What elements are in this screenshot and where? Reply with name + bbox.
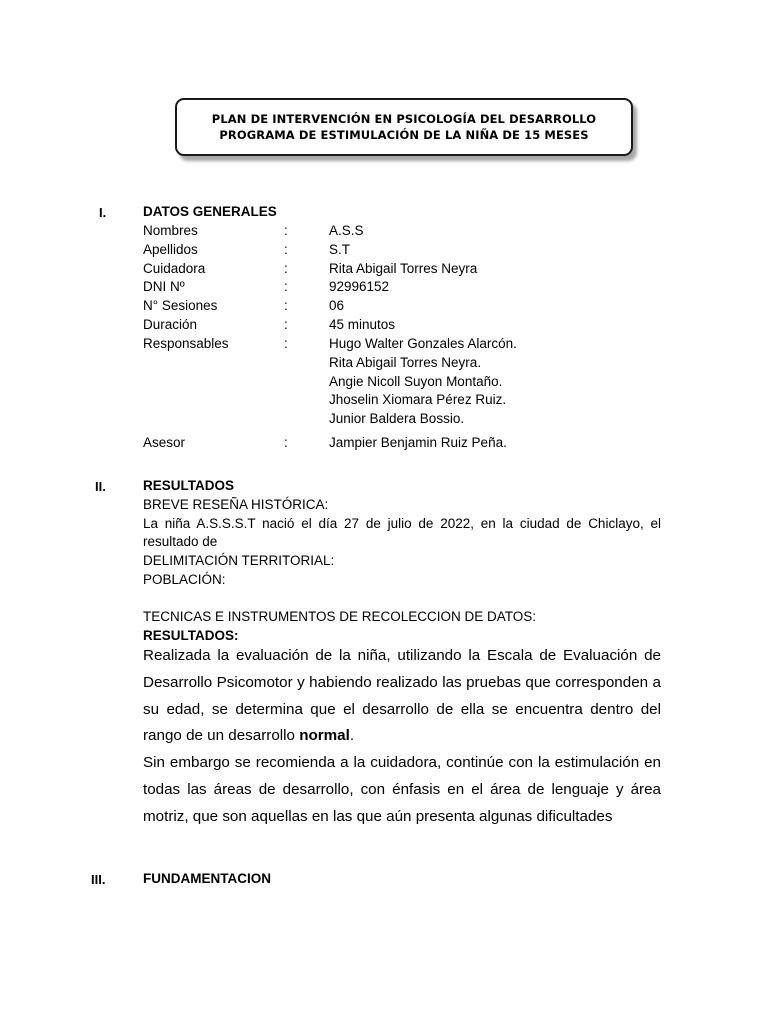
title-line-2: PROGRAMA DE ESTIMULACIÓN DE LA NIÑA DE 15 MESES [219,128,589,142]
results-paragraph-1-end: . [349,727,355,745]
colon: : [284,435,288,450]
value-apellidos: S.T [329,242,351,257]
delimitacion-heading: DELIMITACIÓN TERRITORIAL: [143,553,335,568]
tecnicas-heading: TECNICAS E INSTRUMENTOS DE RECOLECCION DE DATOS: [143,609,537,624]
colon: : [284,336,288,351]
label-responsables: Responsables [143,336,229,351]
value-responsable-5: Junior Baldera Bossio. [329,411,465,426]
value-sesiones: 06 [329,298,345,313]
colon: : [284,261,288,276]
results-paragraph-1-text: Realizada la evaluación de la niña, utilizando la Escala de Evaluación de Desarrollo Psicomotor y habiendo realizado las pruebas que corresponden a su edad, se determina que el desarrollo de ella se encuentra dentro del rango de un desarrollo [143,647,661,745]
value-responsable-4: Jhoselin Xiomara Pérez Ruiz. [329,392,507,407]
resena-text-continued: resultado de [143,534,218,549]
label-nombres: Nombres [143,223,198,238]
label-apellidos: Apellidos [143,242,198,257]
colon: : [284,242,288,257]
results-paragraph-2: Sin embargo se recomienda a la cuidadora, continúe con la estimulación en todas las áreas de desarrollo, con énfasis en el área de lenguaje y área motriz, que son aquellas en las que aún presenta algunas dificultades [143,754,661,825]
section-2-number: II. [95,479,106,494]
colon: : [284,317,288,332]
value-cuidadora: Rita Abigail Torres Neyra [329,261,478,276]
value-asesor: Jampier Benjamin Ruiz Peña. [329,435,507,450]
label-asesor: Asesor [143,435,186,450]
section-3-title: FUNDAMENTACION [143,871,271,886]
label-duracion: Duración [143,317,198,332]
document-title-box [175,98,633,156]
section-1-title: DATOS GENERALES [143,204,277,219]
value-dni: 92996152 [329,279,390,294]
resena-heading: BREVE RESEÑA HISTÓRICA: [143,497,329,512]
title-line-1: PLAN DE INTERVENCIÓN EN PSICOLOGÍA DEL DESARROLLO [211,112,597,126]
value-responsable-1: Hugo Walter Gonzales Alarcón. [329,336,517,351]
poblacion-heading: POBLACIÓN: [143,572,226,587]
colon: : [284,279,288,294]
results-paragraph-1 [143,643,661,750]
resena-text: La niña A.S.S.S.T nació el día 27 de julio de 2022, en la ciudad de Chiclayo, el [143,516,661,531]
label-cuidadora: Cuidadora [143,261,206,276]
label-dni: DNI Nº [143,279,185,294]
colon: : [284,298,288,313]
section-1-number: I. [99,205,107,220]
label-sesiones: N° Sesiones [143,298,218,313]
value-responsable-2: Rita Abigail Torres Neyra. [329,355,482,370]
section-3-number: III. [91,872,106,887]
section-2-title: RESULTADOS [143,478,234,493]
resultados-subheading: RESULTADOS: [143,628,239,643]
value-nombres: A.S.S [329,223,364,238]
value-responsable-3: Angie Nicoll Suyon Montaño. [329,374,503,389]
colon: : [284,223,288,238]
results-normal-emphasis: normal [299,727,350,745]
value-duracion: 45 minutos [329,317,396,332]
